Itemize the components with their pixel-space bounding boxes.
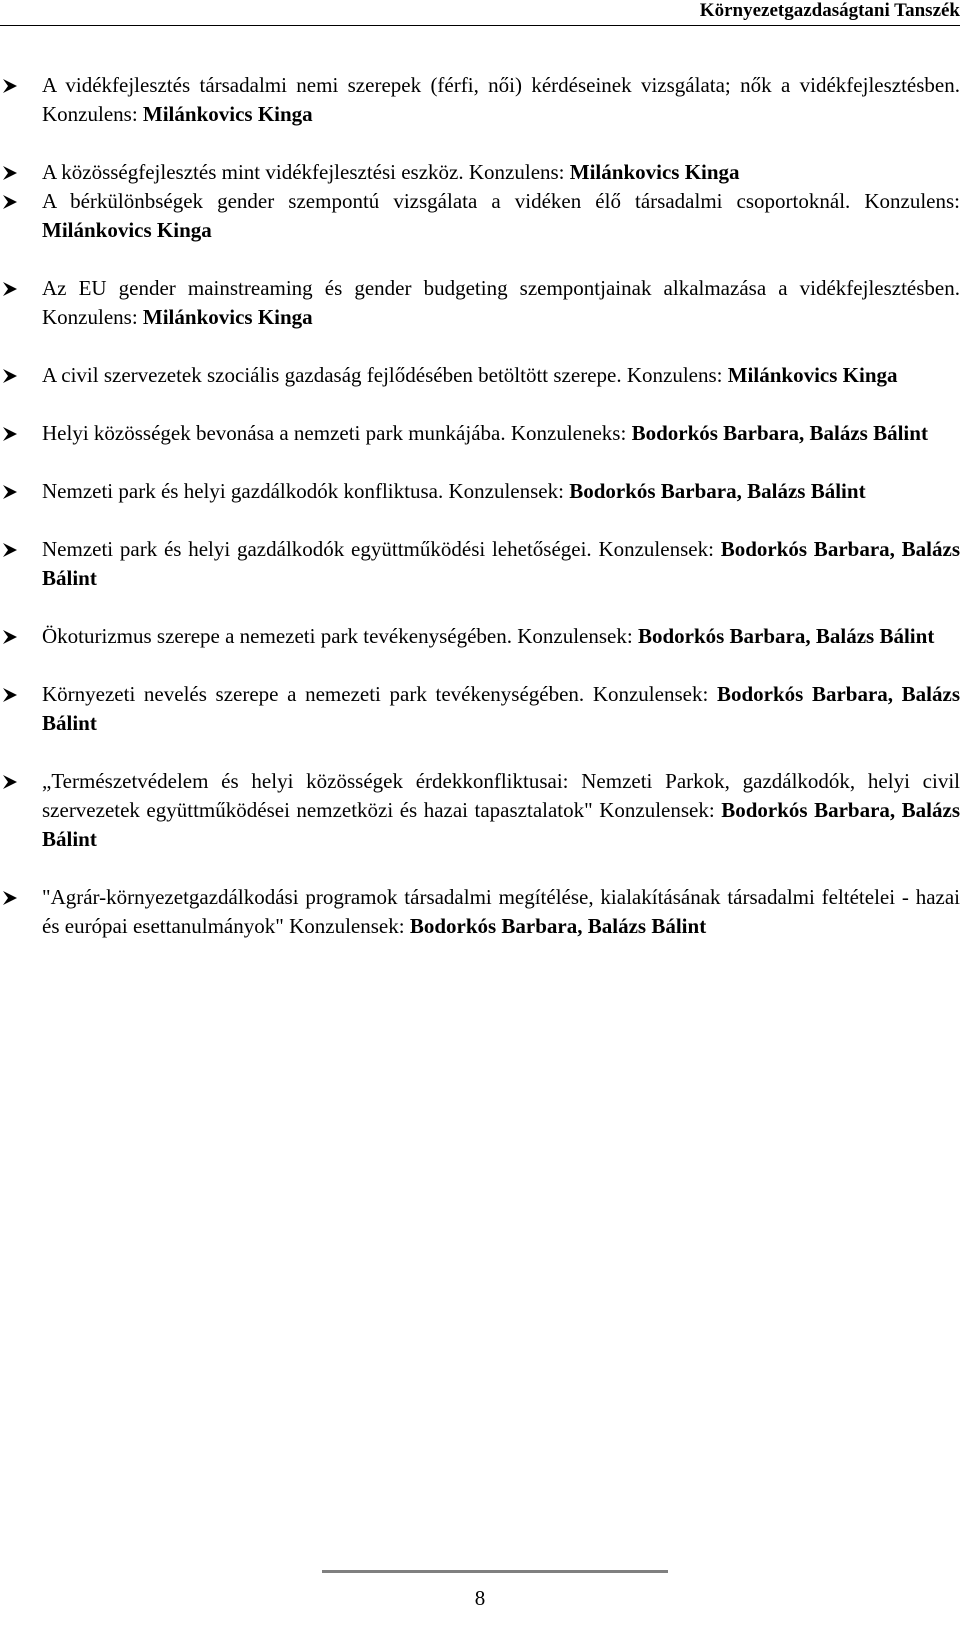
topic-text: Ökoturizmus szerepe a nemezeti park tevékenységében. Konzulensek: xyxy=(42,624,638,648)
topic-item xyxy=(0,187,960,245)
topic-consultants: Bodorkós Barbara, Balázs Bálint xyxy=(42,537,960,590)
topic-text: A bérkülönbségek gender szempontú vizsgálata a vidéken élő társadalmi csoportoknál. Konzulens: xyxy=(42,189,960,213)
topic-item xyxy=(0,274,960,332)
topic-item xyxy=(0,680,960,738)
topic-consultants: Milánkovics Kinga xyxy=(42,218,212,242)
topic-text: Nemzeti park és helyi gazdálkodók együttműködési lehetőségei. Konzulensek: xyxy=(42,537,721,561)
page-number: 8 xyxy=(474,1586,486,1610)
topic-consultants: Milánkovics Kinga xyxy=(569,160,740,184)
arrowhead-bullet-icon xyxy=(2,187,24,216)
footer-rule xyxy=(322,1570,668,1573)
topic-item xyxy=(0,767,960,854)
page-header xyxy=(0,0,960,26)
topic-consultants: Milánkovics Kinga xyxy=(727,363,898,387)
arrowhead-bullet-icon xyxy=(2,767,24,796)
thesis-topic-list xyxy=(0,71,960,970)
topic-item xyxy=(0,622,960,651)
topic-item xyxy=(0,535,960,593)
department-title: Környezetgazdaságtani Tanszék xyxy=(699,0,960,21)
topic-text: „Természetvédelem és helyi közösségek érdekkonfliktusai: Nemzeti Parkok, gazdálkodók, helyi civil szervezetek együttműködései nemzetközi és hazai tapasztalatok" Konzulensek: xyxy=(42,769,960,822)
arrowhead-bullet-icon xyxy=(2,535,24,564)
topic-consultants: Bodorkós Barbara, Balázs Bálint xyxy=(42,682,960,735)
topic-consultants: Bodorkós Barbara, Balázs Bálint xyxy=(631,421,928,445)
topic-text: Az EU gender mainstreaming és gender budgeting szempontjainak alkalmazása a vidékfejlesztésben. Konzulens: xyxy=(42,276,960,329)
topic-consultants: Bodorkós Barbara, Balázs Bálint xyxy=(409,914,707,938)
topic-item xyxy=(0,71,960,129)
arrowhead-bullet-icon xyxy=(2,477,24,506)
topic-item xyxy=(0,419,960,448)
topic-consultants: Bodorkós Barbara, Balázs Bálint xyxy=(569,479,866,503)
topic-text: Környezeti nevelés szerepe a nemezeti park tevékenységében. Konzulensek: xyxy=(42,682,717,706)
arrowhead-bullet-icon xyxy=(2,419,24,448)
topic-item xyxy=(0,158,960,187)
arrowhead-bullet-icon xyxy=(2,361,24,390)
topic-item xyxy=(0,883,960,941)
arrowhead-bullet-icon xyxy=(2,71,24,100)
topic-item xyxy=(0,477,960,506)
arrowhead-bullet-icon xyxy=(2,622,24,651)
topic-consultants: Milánkovics Kinga xyxy=(142,102,313,126)
topic-text: Nemzeti park és helyi gazdálkodók konfliktusa. Konzulensek: xyxy=(42,479,570,503)
arrowhead-bullet-icon xyxy=(2,274,24,303)
topic-item xyxy=(0,361,960,390)
topic-text: Helyi közösségek bevonása a nemzeti park munkájába. Konzuleneks: xyxy=(42,421,632,445)
topic-text: A közösségfejlesztés mint vidékfejlesztési eszköz. Konzulens: xyxy=(42,160,570,184)
topic-consultants: Milánkovics Kinga xyxy=(142,305,313,329)
topic-text: "Agrár-környezetgazdálkodási programok társadalmi megítélése, kialakításának társadalmi feltételei - hazai és európai esettanulmányok" Konzulensek: xyxy=(42,885,960,938)
arrowhead-bullet-icon xyxy=(2,680,24,709)
topic-text: A civil szervezetek szociális gazdaság fejlődésében betöltött szerepe. Konzulens: xyxy=(42,363,728,387)
topic-text: A vidékfejlesztés társadalmi nemi szerepek (férfi, női) kérdéseinek vizsgálata; nők a vidékfejlesztésben. Konzulens: xyxy=(42,73,960,126)
arrowhead-bullet-icon xyxy=(2,158,24,187)
topic-consultants: Bodorkós Barbara, Balázs Bálint xyxy=(637,624,935,648)
topic-consultants: Bodorkós Barbara, Balázs Bálint xyxy=(42,798,960,851)
arrowhead-bullet-icon xyxy=(2,883,24,912)
